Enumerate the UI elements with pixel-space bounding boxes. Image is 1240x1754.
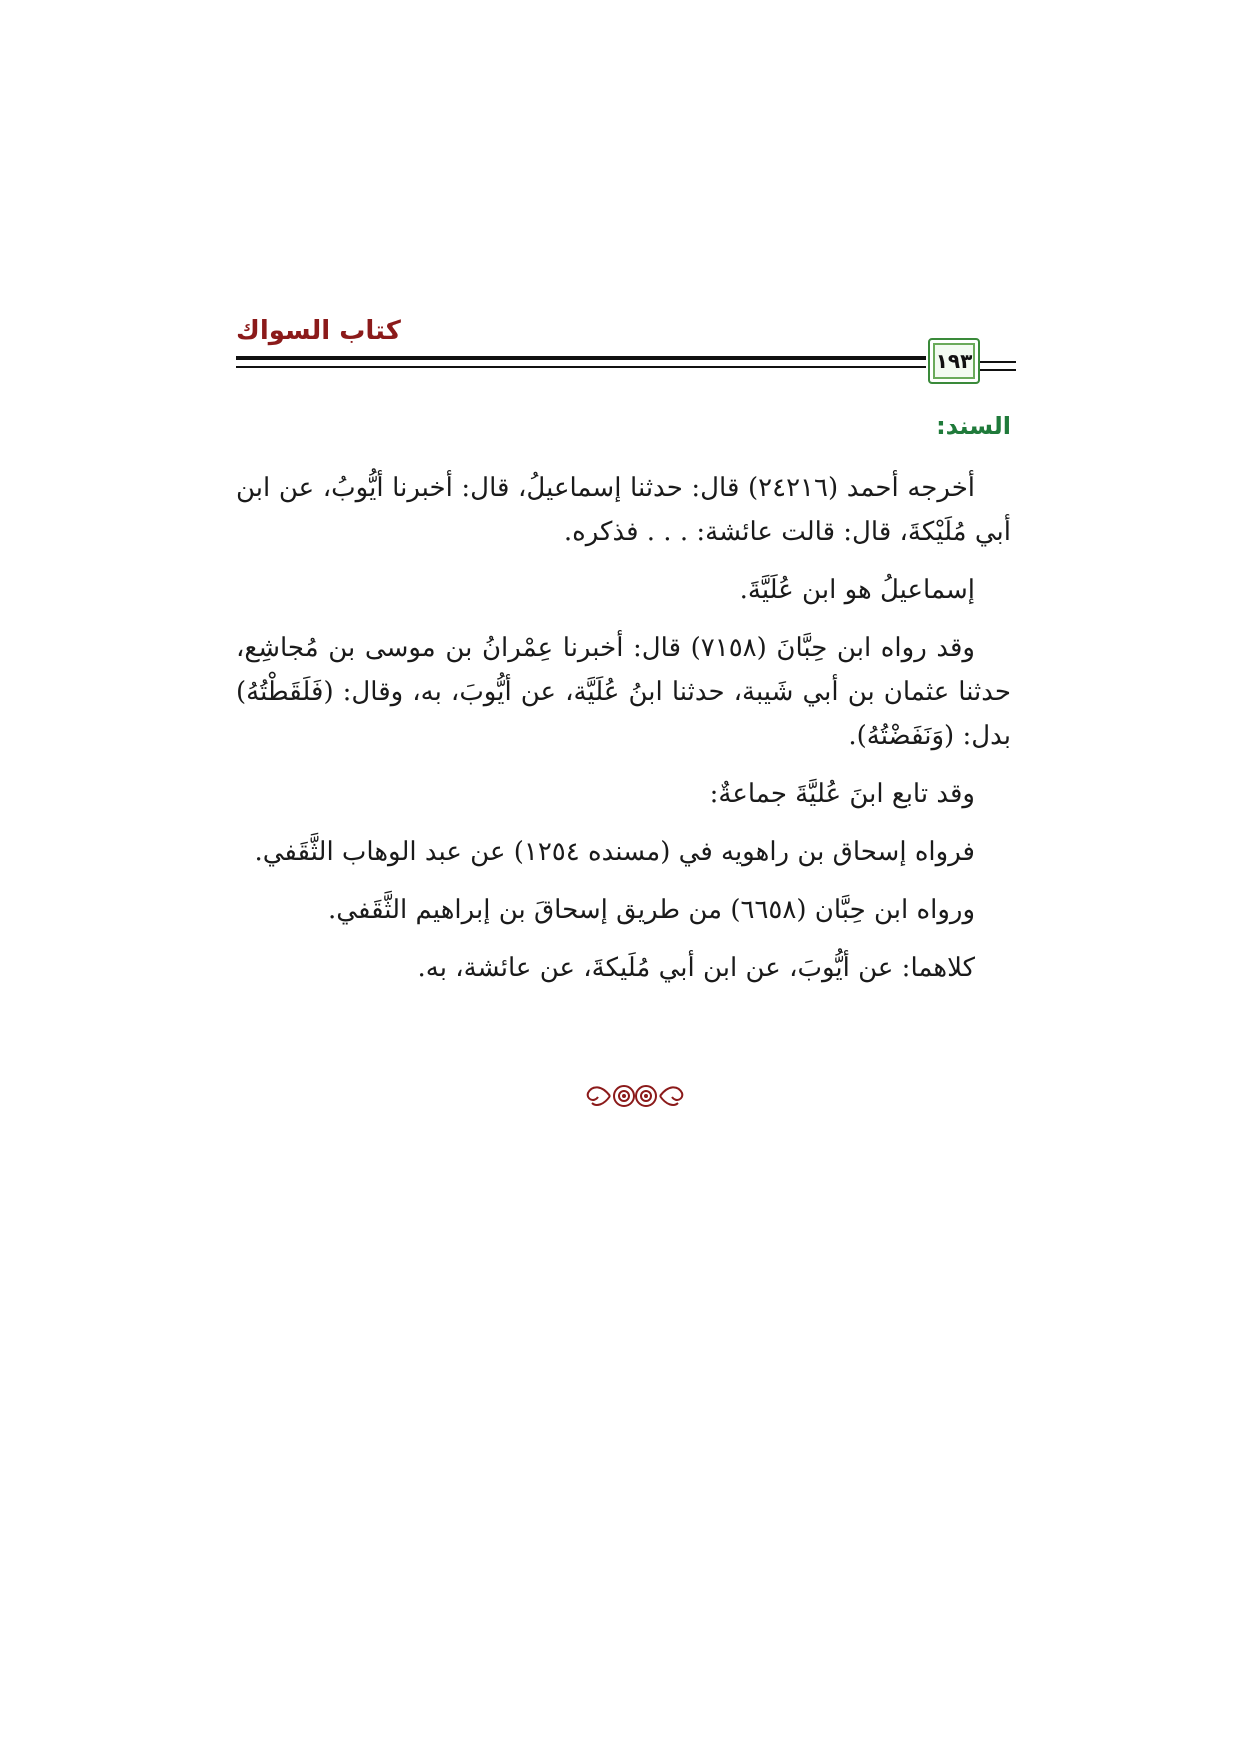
paragraph-6: ورواه ابن حِبَّان (٦٦٥٨) من طريق إسحاقَ بن إبراهيم الثَّقَفي. [328,895,975,925]
paragraph-5: فرواه إسحاق بن راهويه في (مسنده ١٢٥٤) عن عبد الوهاب الثَّقَفي. [254,837,975,867]
main-text [236,404,1011,1004]
header-rule-short-top [980,361,1016,363]
paragraph-1: أخرجه أحمد (٢٤٢١٦) قال: حدثنا إسماعيلُ، قال: أخبرنا أيُّوبُ، عن ابن أبي مُلَيْكةَ، قال: قالت عائشة: . . . فذكره. [236,473,1011,547]
paragraph-7: كلاهما: عن أيُّوبَ، عن ابن أبي مُلَيكةَ، عن عائشة، به. [417,953,975,983]
page-number-frame [928,338,980,384]
header-rule-thick [236,356,926,360]
section-end-ornament-icon [580,1079,690,1113]
paragraph-2: إسماعيلُ هو ابن عُلَيَّةَ. [739,575,975,605]
book-title: كتاب السواك [236,316,401,346]
header-rule-thin [236,366,926,368]
paragraph-4: وقد تابع ابنَ عُليَّةَ جماعةٌ: [709,779,975,809]
section-heading: السند: [936,412,1011,440]
page-header [236,316,1016,386]
header-rule-short-bottom [980,369,1016,371]
page-number: ١٩٣ [935,349,973,373]
paragraph-3: وقد رواه ابن حِبَّانَ (٧١٥٨) قال: أخبرنا عِمْرانُ بن موسى بن مُجاشِع، حدثنا عثمان بن أبي شَيبة، حدثنا ابنُ عُلَيَّة، عن أيُّوبَ، به، وقال: (فَلَقَطْتُهُ) بدل: (وَنَفَضْتُهُ). [236,633,1011,751]
